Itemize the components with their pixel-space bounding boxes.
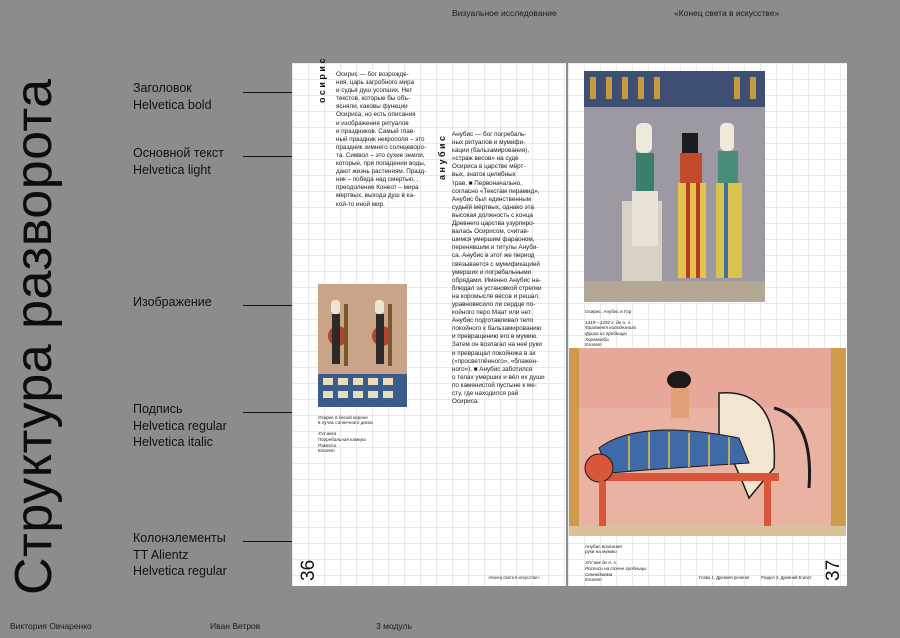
anubis-body-text: Анубис — бог погребаль- ных ритуалов и мумифи- кации (бальзамирования), «страж весов» на суде Осириса в царстве мёрт- вых, знаток целебных трав. ■ Первоначально, согласно «Текстам пирамид», Анубис был единственным судьёй мёртвых, однако эта высокая должность с конца Древнего царства узурпиро- валась Осирисом, считав- шимся умершим фараоном, перенявшим и титулы Ануби- са. Анубис в этот же период связывается с мумификацией умерших и погребальными обрядами. Именно Анубис на- блюдал за установкой стрелки на коромысле весов и решал, уравновесило ли сердце по- койного перо Маат или нет. Анубис подготавливал тело покойного к бальзамированию и превращению его в мумию. Затем он возлагал на неё руки и превращал покойника в ах («просветлённого», «блажен- ного»). ■ Анубис заботился о телах умерших и вёл их души по каменистой пустыне к ме- сту, где находился рай Осириса. [452, 131, 545, 406]
legend-image-label: Изображение [133, 295, 212, 309]
anubis-heading: анубис [437, 133, 447, 180]
legend-caption [133, 401, 227, 451]
legend-caption-font1: Helvetica regular [133, 418, 227, 433]
caption1-main: Осирис, Анубис и Гор [585, 308, 632, 314]
legend-body [133, 145, 224, 178]
legend-caption-label: Подпись [133, 402, 183, 416]
caption2-main: Анубис возлагает руки на мумию [585, 543, 623, 555]
legend-caption-font2: Helvetica italic [133, 435, 213, 449]
legend-heading-label: Заголовок [133, 81, 192, 95]
legend-column-font1: TT Alientz [133, 547, 189, 562]
osiris-image [318, 284, 407, 407]
legend-image [133, 294, 212, 311]
osiris-anubis-horus-caption [585, 303, 735, 348]
running-footer-left: «Конец света в искусстве» [488, 575, 540, 580]
running-footer-chapter: Глава 1. Древняя религия [699, 575, 750, 580]
osiris-caption [318, 409, 413, 454]
legend-column-label: Колонэлементы [133, 531, 226, 545]
legend-heading [133, 80, 212, 113]
header-project-title: «Конец света в искусстве» [674, 8, 780, 18]
osiris-anubis-horus-image [584, 71, 765, 302]
legend-body-label: Основной текст [133, 146, 224, 160]
anubis-mummy-image [569, 348, 846, 536]
osiris-heading: осирис [317, 56, 327, 103]
footer-module: 3 модуль [376, 621, 412, 631]
legend-heading-font: Helvetica bold [133, 97, 212, 112]
right-page [568, 63, 847, 586]
footer-teacher: Иван Ветров [210, 621, 261, 631]
caption2-italic: XIV век до н. э. Росписи на стене гробницы Сеннеджема Египет [585, 560, 647, 583]
osiris-body-text: Осирис — бог возрожде- ния, царь загробного мира и судья душ усопших. Нет текстов, которые бы объ- ясняли, каковы функции Осириса, но есть описания и изображения ритуалов и праздников. Самый глав- ный праздник некрополя – это праздник зимнего солнцеворо- та. Символ – это сухие земли, которые, при попадении воды, дают жизнь растениям. Празд- ник – победа над смертью, , преодоление Конеот – мира мертвых, выхода душ в ка- кой-то иной мир. [336, 71, 427, 208]
running-footer-section: Раздел 3. Древний Египет [761, 575, 812, 580]
osiris-caption-italic: XVI века Погребальная камера Рамсеса Египет [318, 431, 366, 454]
legend-body-font: Helvetica light [133, 162, 211, 177]
page-number-left: 36 [298, 559, 319, 581]
left-page [292, 56, 566, 586]
legend-column-font2: Helvetica regular [133, 564, 227, 578]
caption1-italic: 1319—1292 г. до н. э. Фрагмент колодезного фриза из гробницы Хоремхеба Египет [585, 319, 637, 348]
page-title: Структура разворота [5, 78, 63, 595]
footer-author: Виктория Овчаренко [10, 621, 92, 631]
osiris-caption-main: Осирис в белой короне в лучах солнечного диска [318, 414, 373, 426]
legend-column [133, 530, 227, 580]
page-number-right: 37 [823, 559, 844, 581]
header-section-title: Визуальное исследование [452, 8, 557, 18]
